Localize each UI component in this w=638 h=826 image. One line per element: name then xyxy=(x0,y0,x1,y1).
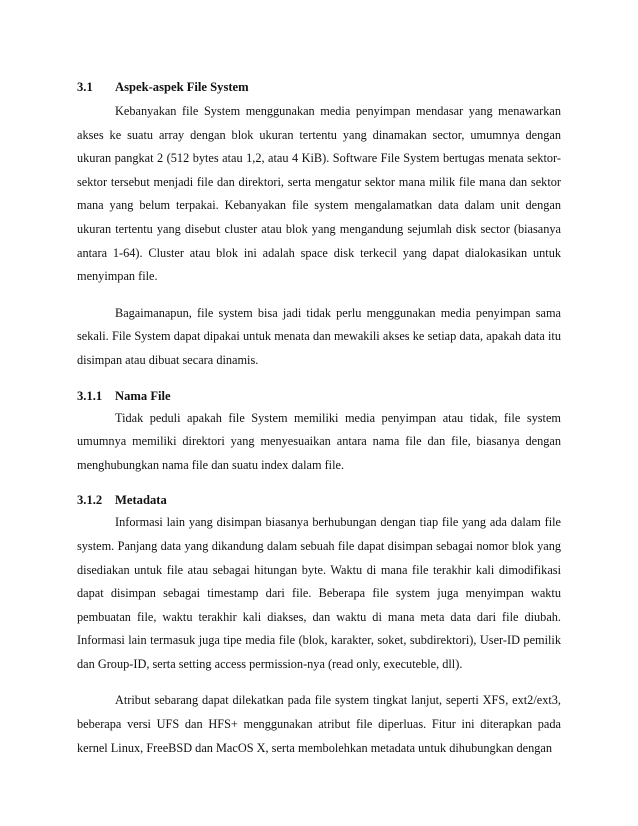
subsection-heading-metadata xyxy=(77,491,561,509)
metadata-paragraph-2: Atribut sebarang dapat dilekatkan pada file system tingkat lanjut, seperti XFS, ext2/ext3, beberapa versi UFS dan HFS+ menggunakan atribut file diperluas. Fitur ini diterapkan pada kernel Linux, FreeBSD dan MacOS X, serta membolehkan metadata untuk dihubungkan dengan xyxy=(77,693,561,755)
subsection-number: 3.1.1 xyxy=(77,388,103,403)
nama-file-paragraph: Tidak peduli apakah file System memiliki media penyimpan atau tidak, file system umumnya memiliki direktori yang menyesuaikan antara nama file dan file, biasanya dengan menghubungkan nama file dan suatu index dalam file. xyxy=(77,410,561,472)
section-heading xyxy=(77,78,561,96)
subsection-number: 3.1.2 xyxy=(77,493,103,508)
subsection-heading-nama-file xyxy=(77,387,561,405)
section-title: Aspek-aspek File System xyxy=(115,80,249,94)
subsection-title: Metadata xyxy=(115,493,167,508)
subsection-title: Nama File xyxy=(115,388,171,403)
metadata-paragraph-1: Informasi lain yang disimpan biasanya berhubungan dengan tiap file yang ada dalam file system. Panjang data yang dikandung dalam sebuah file dapat disimpan sebagai nomor blok yang disediakan untuk file atau sebagai hitungan byte. Waktu di mana file terakhir kali dimodifikasi dapat disimpan sebagai timestamp dari file. Beberapa file system juga menyimpan waktu pembuatan file, waktu terakhir kali diakses, dan waktu di mana meta data dari file diubah. Informasi lain termasuk juga tipe media file (blok, karakter, soket, subdirektori), User-ID pemilik dan Group-ID, serta setting access permission-nya (read only, executeble, dll). xyxy=(77,515,561,671)
section-paragraph-2: Bagaimanapun, file system bisa jadi tidak perlu menggunakan media penyimpan sama sekali. File System dapat dipakai untuk menata dan mewakili akses ke setiap data, apakah data itu disimpan atau dibuat secara dinamis. xyxy=(77,305,561,367)
section-paragraph-1: Kebanyakan file System menggunakan media penyimpan mendasar yang menawarkan akses ke suatu array dengan blok ukuran tertentu yang dinamakan sector, umumnya dengan ukuran pangkat 2 (512 bytes atau 1,2, atau 4 KiB). Software File System bertugas menata sektor-sektor tersebut menjadi file dan direktori, serta mengatur sektor mana milik file mana dan sektor mana yang belum terpakai. Kebanyakan file system mengalamatkan data dalam unit dengan ukuran tertentu yang disebut cluster atau blok yang mengandung sejumlah disk sector (biasanya antara 1-64). Cluster atau blok ini adalah space disk terkecil yang dapat dialokasikan untuk menyimpan file. xyxy=(77,104,561,284)
document-body xyxy=(77,78,561,760)
section-number: 3.1 xyxy=(77,80,93,94)
